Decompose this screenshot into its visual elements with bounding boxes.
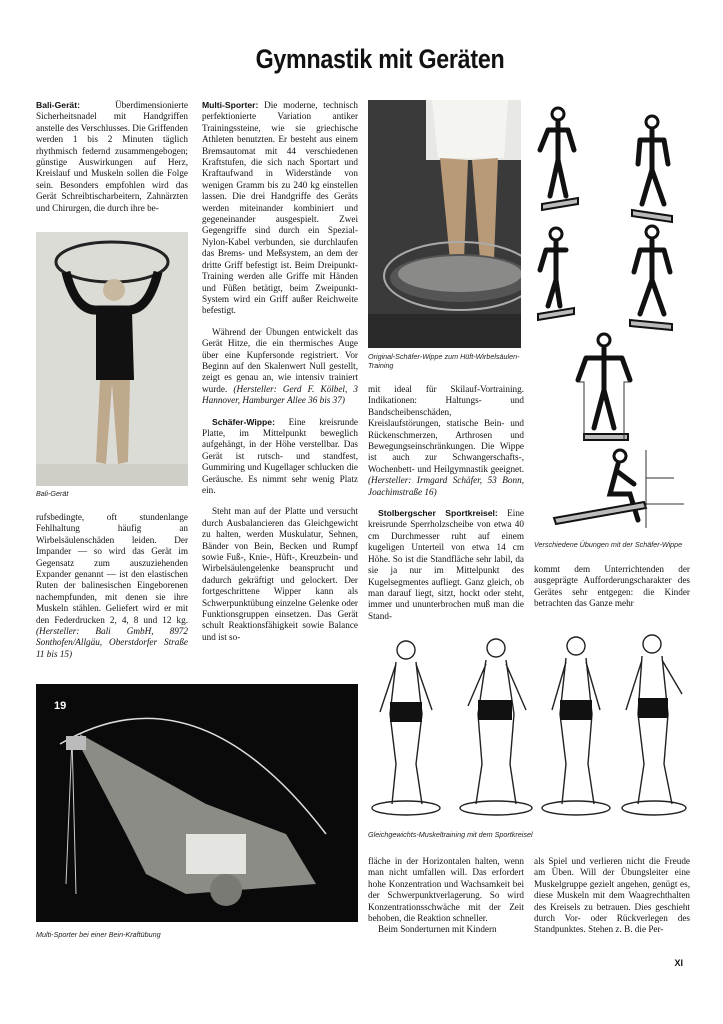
multi-sporter-body: Die moderne, technisch perfektionierte Variation antiker Trainingssteine, wie sie griechische Athleten benutzten. Er besteht aus einem Bremsautomat mit 44 verschiedenen Kraftstufen, die sich nach Sportart und Kraftaufwand in Widerstände von wenigen Gramm bis zu 240 kg einstellen lassen. Die drei Handgriffe des Geräts werden miteinander kombiniert und gegeneinander ausgespielt. Zwei Gegengriffe sind durch ein Spezial-Nylon-Kabel verbunden, sie durchlaufen das Brems- und Meßsystem, an dem der dritte Griff befestigt ist. Beim Dreipunkt-Training werden alle Griffe mit Händen und Füßen betätigt, beim Zweipunkt-System wird ein Griff außer Reichweite befestigt. [202, 100, 358, 316]
sportkreisel-text-right [534, 856, 690, 936]
wippe-column-continued [368, 384, 524, 622]
bali-lead: Bali-Gerät: [36, 100, 80, 110]
bali-body: Überdimensionierte Sicherheitsnadel mit Handgriffen anstelle des Verschlusses. Die Griffenden werden 1 bis 2 Minuten täglich rhythmisch federnd zusammengebogen; günstige Auswirkungen auf Herz, Kreislauf und Muskeln sollen die Folge sein. Besonders empfohlen wird das Gerät Schreibtischarbeitern, Zahnärzten und Chirurgen, die durch ihre be- [36, 100, 188, 213]
multi-sporter-lead: Multi-Sporter: [202, 100, 259, 110]
sportkreisel-body-2: fläche in der Horizontalen halten, wenn man nicht umfallen will. Das erfordert hohe Konzentration und Wachsamkeit bei der Schwerpunktverlagerung. So wird Konzentrationsschwäche mit der Zeit behoben, die Reaktion schneller. [368, 856, 524, 924]
multi-sporter-photo [36, 684, 358, 922]
sportkreisel-body-3: Beim Sonderturnen mit Kindern [378, 924, 497, 935]
bali-body-continued: rufsbedingte, oft stundenlange Fehlhaltung häufig an Wirbelsäulenschäden leiden. Der Impander — so wird das Gerät im Gegensatz zum auszuziehenden Expander genannt — ist den elastischen Ruten der balinesischen Eingeborenen nachempfunden, mit denen sie ihre Muskeln stählen. Geliefert wird er mit den Federdrucken 2, 4, 8 und 12 kg. [36, 512, 188, 625]
wippe-exercise-illustrations [534, 100, 688, 530]
wippe-lead: Schäfer-Wippe: [212, 416, 275, 427]
page-title: Gymnastik mit Geräten [255, 44, 505, 74]
sportkreisel-text-continued [368, 856, 524, 936]
column-4-body: kommt dem Unterrichtenden der ausgeprägte Aufforderungscharakter des Gerätes sehr entgegen: die Kinder betrachten das Ganze mehr [534, 564, 690, 609]
column-4-text [534, 564, 690, 610]
wippe-body-3: mit ideal für Skilauf-Vortraining. Indikationen: Haltungs- und Bandscheibenschäden, Kreislaufstörungen, statische Bein- und Rückenschmerzen, Arthrosen und Bewegungseinschränkungen. Die Wippe ist auch zur Schwangerschafts-, Wochenbett- und Heilgymnastik geeignet. [368, 384, 524, 474]
photo-number: 19 [54, 700, 67, 712]
wippe-body: Eine kreisrunde Platte, im Mittelpunkt beweglich aufgehängt, in der Höhe verstellbar. Das Gerät ist rutsch- und standfest, Gummiring und Kugellager schlucken die Geräusche. Es nimmt sehr wenig Platz ein. [202, 416, 358, 495]
bali-photo [36, 232, 188, 486]
bali-text-top [36, 100, 188, 214]
sportkreisel-body-4: als Spiel und verlieren nicht die Freude am Üben. Will der Übungsleiter eine Muskelgruppe gezielt angehen, genügt es, diese Muskeln mit dem Waagrechthalten des Kreisels zu betrauen. Dies geschieht durch Vor- oder Rückverlegen des Standpunktes. Stehen z. B. die Per- [534, 856, 690, 935]
wippe-body-2: Steht man auf der Platte und versucht durch Ausbalancieren das Gleichgewicht zu halten, werden Muskulatur, Sehnen, Bänder von Bein, Becken und Rumpf sowie Fuß-, Knie-, Hüft-, Kreuzbein- und Wirbelsäulengelenke beansprucht und dadurch gekräftigt und gelockert. Der fortgeschrittene Wipper kann als Schwerpunktübung einzelne Gelenke oder Funktionsgruppen einsetzen. Das Gerät schult Reaktionsfähigkeit sowie Balance und ist so- [202, 506, 358, 642]
sportkreisel-caption: Gleichgewichts-Muskeltraining mit dem Sportkreisel [368, 830, 533, 839]
bali-manufacturer: (Hersteller: Bali GmbH, 8972 Sonthofen/Allgäu, Oberstdorfer Straße 11 bis 15) [36, 626, 188, 659]
wippe-photo [368, 100, 521, 348]
bali-text-bottom [36, 512, 188, 660]
wippe-photo-caption: Original-Schäfer-Wippe zum Hüft-Wirbelsäulen-Training [368, 352, 520, 370]
wippe-manufacturer: (Hersteller: Irmgard Schäfer, 53 Bonn, Joachimstraße 16) [368, 475, 524, 497]
sportkreisel-body: Eine kreisrunde Sperrholzscheibe von etwa 40 cm Durchmesser ruht auf einem kugeligen Unterteil von etwa 14 cm Höhe. So ist die Standfläche sehr labil, da sie ja nur im Mittelpunkt des Kugelsegmentes aufliegt. Ganz gleich, ob man darauf liegt, sitzt, hockt oder steht, immer und ununterbrochen muß man die Stand- [368, 508, 524, 621]
multi-sporter-column [202, 100, 358, 643]
multi-sporter-caption: Multi-Sporter bei einer Bein-Kraftübung [36, 930, 161, 939]
sportkreisel-illustration [366, 614, 688, 824]
bali-caption: Bali-Gerät [36, 489, 69, 498]
multi-sporter-manufacturer: (Hersteller: Gerd F. Kölbel, 3 Hannover, Hamburger Allee 36 bis 37) [202, 383, 358, 406]
sportkreisel-lead: Stolbergscher Sportkreisel: [378, 508, 498, 519]
multi-sporter-body-2: Während der Übungen entwickelt das Gerät Hitze, die ein thermisches Auge über eine Kupfersonde registriert. Vor Beginn auf den Skalenwert Null gestellt, zeigt es genau an, wie intensiv trainiert wurde. [202, 326, 358, 394]
page-number: XI [674, 958, 683, 968]
wippe-exercises-caption: Verschiedene Übungen mit der Schäfer-Wippe [534, 540, 683, 549]
